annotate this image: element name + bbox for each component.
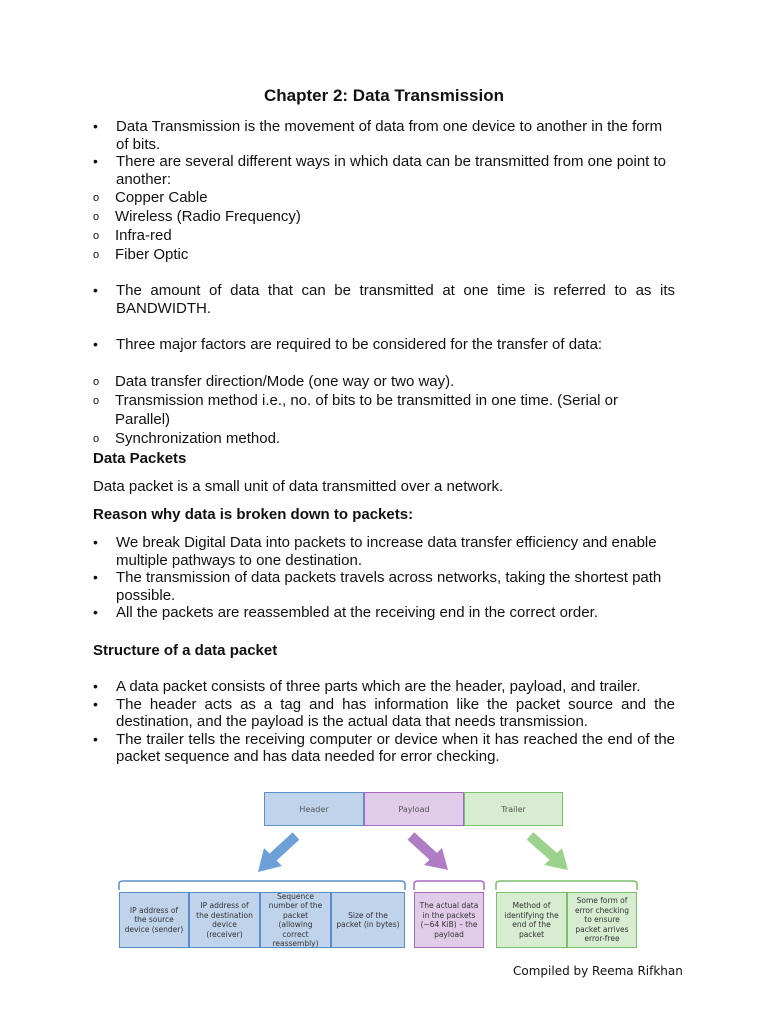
payload-brace (414, 881, 484, 890)
list-item: • The header acts as a tag and has information like the packet source and the destination, and the payload is the actual data that needs transmission. (93, 696, 675, 731)
list-item: • A data packet consists of three parts which are the header, payload, and trailer. (93, 678, 675, 696)
list-item: • There are several different ways in which data can be transmitted from one point to another: (93, 153, 675, 188)
list-item: o Copper Cable (93, 188, 675, 207)
footer-credit: Compiled by Reema Rifkhan (513, 964, 683, 978)
header-field-destination: IP address of the destination device (receiver) (189, 892, 260, 948)
list-item: o Wireless (Radio Frequency) (93, 207, 675, 226)
payload-arrow-icon (411, 836, 448, 870)
list-item: • We break Digital Data into packets to increase data transfer efficiency and enable multiple pathways to one destination. (93, 534, 675, 569)
list-item: o Infra-red (93, 226, 675, 245)
list-item: • The trailer tells the receiving computer or device when it has reached the end of the packet sequence and has data needed for error checking. (93, 731, 675, 766)
trailer-field-end: Method of identifying the end of the packet (496, 892, 567, 948)
list-item: o Data transfer direction/Mode (one way or two way). (93, 372, 675, 391)
header-arrow-icon (258, 836, 296, 872)
header-field-size: Size of the packet (in bytes) (331, 892, 405, 948)
data-packets-heading: Data Packets (93, 450, 187, 467)
header-part-box: Header (264, 792, 364, 826)
trailer-arrow-icon (530, 836, 568, 870)
list-item: • The transmission of data packets travels across networks, taking the shortest path possible. (93, 569, 675, 604)
structure-heading: Structure of a data packet (93, 642, 278, 659)
factors-bullet: • Three major factors are required to be considered for the transfer of data: (93, 336, 675, 354)
list-item: • Data Transmission is the movement of data from one device to another in the form of bits. (93, 118, 675, 153)
list-item: o Synchronization method. (93, 429, 675, 448)
list-item: o Transmission method i.e., no. of bits to be transmitted in one time. (Serial or Parallel) (93, 391, 675, 429)
bandwidth-bullet: • The amount of data that can be transmitted at one time is referred to as its BANDWIDTH. (93, 282, 675, 317)
reasons-heading: Reason why data is broken down to packets: (93, 506, 414, 523)
list-item: • All the packets are reassembled at the receiving end in the correct order. (93, 604, 675, 622)
header-field-source: IP address of the source device (sender) (119, 892, 189, 948)
list-item: o Fiber Optic (93, 245, 675, 264)
header-brace (119, 881, 405, 890)
trailer-part-box: Trailer (464, 792, 563, 826)
trailer-brace (496, 881, 637, 890)
header-field-sequence: Sequence number of the packet (allowing correct reassembly) (260, 892, 331, 948)
trailer-field-error-check: Some form of error checking to ensure packet arrives error-free (567, 892, 637, 948)
page-title: Chapter 2: Data Transmission (264, 86, 504, 105)
payload-field-data: The actual data in the packets (~64 KiB) – the payload (414, 892, 484, 948)
payload-part-box: Payload (364, 792, 464, 826)
data-packets-definition: Data packet is a small unit of data transmitted over a network. (93, 478, 504, 495)
